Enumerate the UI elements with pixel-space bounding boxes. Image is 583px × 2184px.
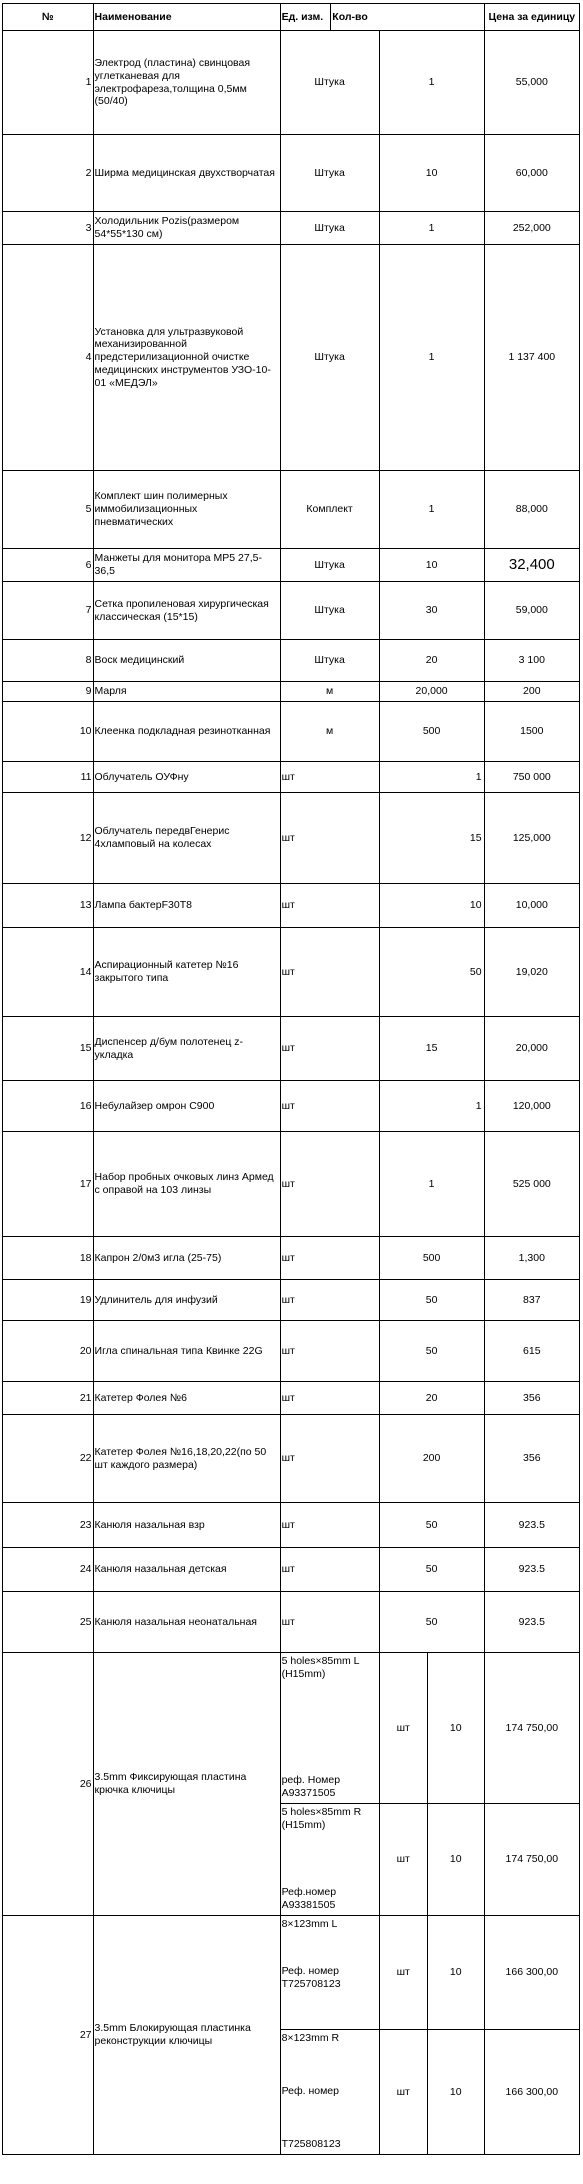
- item-unit: шт: [280, 1321, 379, 1382]
- item-unit: м: [280, 682, 379, 702]
- spec-ref: Реф.номер A93381505: [281, 1886, 337, 1912]
- item-name: Ширма медицинская двухстворчатая: [93, 135, 280, 212]
- item-price: 923.5: [484, 1503, 579, 1548]
- item-qty: 10: [379, 549, 484, 582]
- row-number: 27: [3, 1916, 94, 2155]
- item-price: 174 750,00: [484, 1653, 579, 1804]
- item-name: Небулайзер омрон C900: [93, 1081, 280, 1132]
- row-number: 21: [3, 1382, 94, 1415]
- price-table: [2, 3, 580, 2155]
- item-qty: 1: [379, 1132, 484, 1237]
- item-name: Игла спинальная типа Квинке 22G: [93, 1321, 280, 1382]
- item-price: 200: [484, 682, 579, 702]
- item-qty: 500: [379, 702, 484, 762]
- row-number: 23: [3, 1503, 94, 1548]
- item-name: Облучатель передвГенерис 4хламповый на колесах: [93, 793, 280, 884]
- table-row: [3, 1653, 580, 1804]
- item-name: Капрон 2/0м3 игла (25-75): [93, 1237, 280, 1280]
- spec-ref: Реф. номер T725708123: [281, 1964, 341, 1990]
- row-number: 13: [3, 884, 94, 928]
- item-price: 923.5: [484, 1548, 579, 1592]
- row-number: 20: [3, 1321, 94, 1382]
- item-price: 166 300,00: [484, 2030, 579, 2155]
- header-unit: Ед. изм.: [280, 4, 331, 31]
- item-name: Катетер Фолея №16,18,20,22(по 50 шт каждого размера): [93, 1415, 280, 1503]
- item-unit: шт: [280, 1503, 379, 1548]
- item-unit: шт: [280, 1382, 379, 1415]
- item-unit: шт: [280, 884, 379, 928]
- item-unit: Штука: [280, 582, 379, 640]
- table-row: [3, 682, 580, 702]
- item-name: Лампа бактерF30T8: [93, 884, 280, 928]
- item-name: Установка для ультразвуковой механизированной предстерилизационной очистке медицинских инструментов УЗО-10-01 «МЕДЭЛ»: [93, 245, 280, 471]
- table-row: [3, 640, 580, 682]
- table-row: [3, 1132, 580, 1237]
- row-number: 9: [3, 682, 94, 702]
- item-qty: 1: [379, 1081, 484, 1132]
- item-qty: 200: [379, 1415, 484, 1503]
- row-number: 12: [3, 793, 94, 884]
- table-row: [3, 1548, 580, 1592]
- row-number: 17: [3, 1132, 94, 1237]
- item-name: Канюля назальная детская: [93, 1548, 280, 1592]
- item-name: Марля: [93, 682, 280, 702]
- item-qty: 50: [379, 1280, 484, 1321]
- item-price: 32,400: [484, 549, 579, 582]
- table-row: [3, 1237, 580, 1280]
- header-num: №: [3, 4, 94, 31]
- table-row: [3, 793, 580, 884]
- item-name: Набор пробных очковых линз Армед с оправой на 103 линзы: [93, 1132, 280, 1237]
- spec-ref-number: T725808123: [281, 2138, 341, 2151]
- item-name: 3.5mm Блокирующая пластинка реконструкции ключицы: [93, 1916, 280, 2155]
- table-row: [3, 928, 580, 1017]
- header-name: Наименование: [93, 4, 280, 31]
- row-number: 26: [3, 1653, 94, 1916]
- item-name: Холодильник Pozis(размером 54*55*130 см): [93, 212, 280, 245]
- table-row: [3, 1321, 580, 1382]
- spec-size: 8×123mm L: [281, 1918, 338, 1930]
- row-number: 22: [3, 1415, 94, 1503]
- item-unit: м: [280, 702, 379, 762]
- table-row: [3, 762, 580, 793]
- header-qty: Кол-во: [331, 4, 484, 31]
- item-name: Воск медицинский: [93, 640, 280, 682]
- table-row: [3, 212, 580, 245]
- item-unit: шт: [280, 1548, 379, 1592]
- item-unit: шт: [280, 1081, 379, 1132]
- row-number: 1: [3, 31, 94, 135]
- item-price: 55,000: [484, 31, 579, 135]
- item-price: 120,000: [484, 1081, 579, 1132]
- item-price: 166 300,00: [484, 1916, 579, 2030]
- item-price: 356: [484, 1382, 579, 1415]
- table-row: [3, 1017, 580, 1081]
- item-qty: 20: [379, 640, 484, 682]
- item-spec: [280, 1916, 379, 2030]
- item-qty: 10: [427, 1653, 484, 1804]
- row-number: 8: [3, 640, 94, 682]
- spec-size: 5 holes×85mm L (H15mm): [281, 1655, 360, 1680]
- item-price: 525 000: [484, 1132, 579, 1237]
- item-unit: шт: [379, 1804, 427, 1916]
- row-number: 7: [3, 582, 94, 640]
- item-qty: 1: [379, 31, 484, 135]
- item-qty: 10: [427, 2030, 484, 2155]
- item-unit: шт: [280, 762, 379, 793]
- item-qty: 50: [379, 1321, 484, 1382]
- table-row: [3, 31, 580, 135]
- item-qty: 1: [379, 762, 484, 793]
- header-row: [3, 4, 580, 31]
- item-unit: шт: [280, 928, 379, 1017]
- spec-ref: реф. Номер A93371505: [281, 1774, 341, 1800]
- item-name: 3.5mm Фиксирующая пластина крючка ключицы: [93, 1653, 280, 1916]
- item-unit: Штука: [280, 135, 379, 212]
- item-price: 356: [484, 1415, 579, 1503]
- header-price: Цена за единицу: [484, 4, 579, 31]
- item-unit: Штука: [280, 245, 379, 471]
- table-row: [3, 582, 580, 640]
- table-row: [3, 1280, 580, 1321]
- item-qty: 10: [379, 135, 484, 212]
- item-unit: шт: [280, 1280, 379, 1321]
- item-unit: Штука: [280, 31, 379, 135]
- item-price: 750 000: [484, 762, 579, 793]
- item-name: Катетер Фолея №6: [93, 1382, 280, 1415]
- table-row: [3, 1503, 580, 1548]
- spec-size: 8×123mm R: [281, 2032, 340, 2044]
- row-number: 19: [3, 1280, 94, 1321]
- item-qty: 15: [379, 793, 484, 884]
- row-number: 3: [3, 212, 94, 245]
- row-number: 11: [3, 762, 94, 793]
- item-unit: шт: [280, 1017, 379, 1081]
- item-spec: [280, 2030, 379, 2155]
- row-number: 6: [3, 549, 94, 582]
- item-price: 59,000: [484, 582, 579, 640]
- item-price: 252,000: [484, 212, 579, 245]
- item-qty: 30: [379, 582, 484, 640]
- row-number: 25: [3, 1592, 94, 1653]
- item-price: 837: [484, 1280, 579, 1321]
- item-name: Клеенка подкладная резинотканная: [93, 702, 280, 762]
- item-qty: 10: [379, 884, 484, 928]
- item-name: Комплект шин полимерных иммобилизационных пневматических: [93, 471, 280, 549]
- item-qty: 20,000: [379, 682, 484, 702]
- row-number: 2: [3, 135, 94, 212]
- item-qty: 50: [379, 928, 484, 1017]
- row-number: 4: [3, 245, 94, 471]
- item-unit: шт: [379, 2030, 427, 2155]
- item-price: 10,000: [484, 884, 579, 928]
- item-unit: шт: [379, 1653, 427, 1804]
- item-name: Удлинитель для инфузий: [93, 1280, 280, 1321]
- item-price: 19,020: [484, 928, 579, 1017]
- table-row: [3, 471, 580, 549]
- table-row: [3, 702, 580, 762]
- item-qty: 15: [379, 1017, 484, 1081]
- item-name: Манжеты для монитора MP5 27,5-36,5: [93, 549, 280, 582]
- item-name: Аспирационный катетер №16 закрытого типа: [93, 928, 280, 1017]
- item-qty: 20: [379, 1382, 484, 1415]
- item-unit: шт: [280, 1132, 379, 1237]
- item-qty: 1: [379, 471, 484, 549]
- item-price: 3 100: [484, 640, 579, 682]
- item-unit: Штука: [280, 640, 379, 682]
- table-row: [3, 1081, 580, 1132]
- item-qty: 50: [379, 1548, 484, 1592]
- item-qty: 50: [379, 1503, 484, 1548]
- item-name: Электрод (пластина) свинцовая углетканевая для электрофареза,толщина 0,5мм (50/40): [93, 31, 280, 135]
- table-row: [3, 1916, 580, 2030]
- item-qty: 10: [427, 1916, 484, 2030]
- item-qty: 50: [379, 1592, 484, 1653]
- item-name: Канюля назальная взр: [93, 1503, 280, 1548]
- item-unit: Штука: [280, 212, 379, 245]
- item-price: 125,000: [484, 793, 579, 884]
- table-row: [3, 1415, 580, 1503]
- item-price: 60,000: [484, 135, 579, 212]
- item-spec: [280, 1653, 379, 1804]
- item-price: 615: [484, 1321, 579, 1382]
- row-number: 10: [3, 702, 94, 762]
- item-unit: Штука: [280, 549, 379, 582]
- item-unit: шт: [379, 1916, 427, 2030]
- row-number: 14: [3, 928, 94, 1017]
- table-row: [3, 1592, 580, 1653]
- item-name: Канюля назальная неонатальная: [93, 1592, 280, 1653]
- item-price: 1 137 400: [484, 245, 579, 471]
- spec-ref: Реф. номер: [281, 2085, 339, 2098]
- item-unit: шт: [280, 1237, 379, 1280]
- item-price: 1500: [484, 702, 579, 762]
- table-row: [3, 884, 580, 928]
- item-unit: шт: [280, 793, 379, 884]
- table-row: [3, 135, 580, 212]
- item-qty: 500: [379, 1237, 484, 1280]
- item-price: 20,000: [484, 1017, 579, 1081]
- row-number: 15: [3, 1017, 94, 1081]
- item-qty: 10: [427, 1804, 484, 1916]
- item-unit: шт: [280, 1415, 379, 1503]
- item-name: Облучатель ОУФну: [93, 762, 280, 793]
- item-qty: 1: [379, 245, 484, 471]
- table-row: [3, 549, 580, 582]
- row-number: 16: [3, 1081, 94, 1132]
- table-row: [3, 245, 580, 471]
- item-price: 1,300: [484, 1237, 579, 1280]
- item-name: Диспенсер д/бум полотенец z-укладка: [93, 1017, 280, 1081]
- item-price: 923.5: [484, 1592, 579, 1653]
- item-price: 174 750,00: [484, 1804, 579, 1916]
- table-row: [3, 1382, 580, 1415]
- item-qty: 1: [379, 212, 484, 245]
- item-spec: [280, 1804, 379, 1916]
- row-number: 5: [3, 471, 94, 549]
- item-name: Сетка пропиленовая хирургическая классическая (15*15): [93, 582, 280, 640]
- row-number: 18: [3, 1237, 94, 1280]
- spec-size: 5 holes×85mm R (H15mm): [281, 1806, 362, 1831]
- row-number: 24: [3, 1548, 94, 1592]
- item-unit: Комплект: [280, 471, 379, 549]
- item-price: 88,000: [484, 471, 579, 549]
- item-unit: шт: [280, 1592, 379, 1653]
